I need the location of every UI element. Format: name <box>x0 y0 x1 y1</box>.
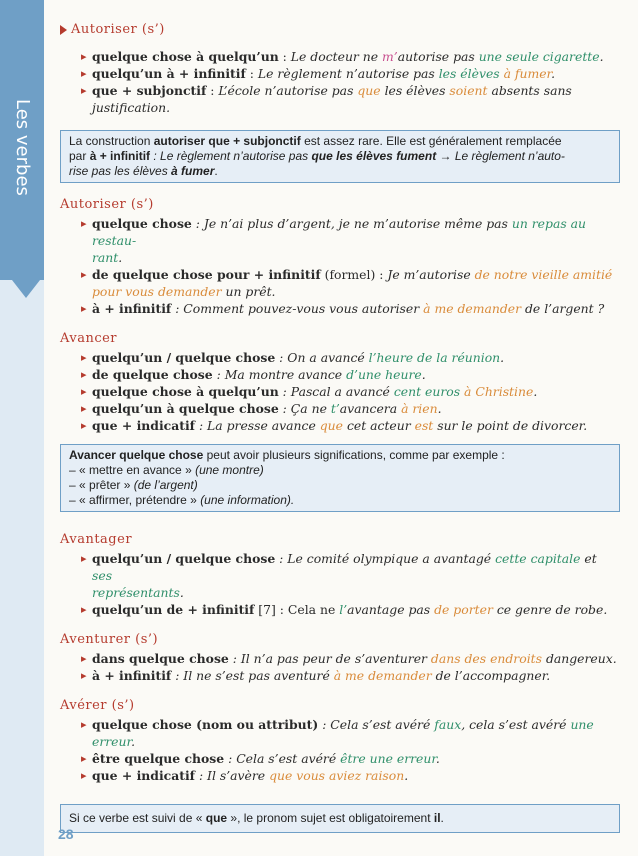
entry <box>82 767 620 784</box>
section-aventurer <box>60 630 620 684</box>
example-text: sur le point de divorcer. <box>433 418 588 433</box>
note-italic: → Le règlement n’auto- <box>436 149 565 163</box>
note-bold: à + infinitif <box>89 149 151 163</box>
entry <box>82 667 620 684</box>
entry-pattern: que + subjonctif <box>92 83 207 98</box>
note-bold-italic: à fumer <box>171 164 215 178</box>
note-italic: rise pas les élèves <box>69 164 172 178</box>
entry <box>82 48 620 65</box>
highlight: soient <box>449 83 488 98</box>
example-text: : Il ne s’est pas aventuré <box>171 668 334 683</box>
section-title: Autoriser (s’) <box>60 197 154 212</box>
entry-pattern: quelqu’un / quelque chose <box>92 551 276 566</box>
entry <box>82 300 620 317</box>
example-text: : Le comité olympique a avantagé <box>275 551 496 566</box>
highlight: de notre vieille amitié <box>474 267 613 282</box>
example-text: : Il n’a pas peur de s’aventurer <box>228 651 431 666</box>
example-text: Le docteur ne <box>290 49 383 64</box>
example-text: . <box>404 768 409 783</box>
example-text: : On a avancé <box>275 350 369 365</box>
entry-pattern: de quelque chose pour + infinitif <box>92 267 321 282</box>
entry-pattern: à + infinitif <box>92 301 172 316</box>
entry <box>82 601 620 618</box>
highlight: dans des endroits <box>430 651 542 666</box>
page-content <box>60 20 620 833</box>
example-text: ce genre de robe. <box>492 602 608 617</box>
example-text: : Il s’avère <box>195 768 270 783</box>
example-text: dangereux. <box>542 651 617 666</box>
example-text: avantage pas <box>347 602 435 617</box>
highlight: l’heure de la réunion <box>368 350 501 365</box>
note-box <box>60 130 620 183</box>
entry <box>82 266 620 300</box>
example-text: Je m’autorise <box>387 267 475 282</box>
example-text: : Cela s’est avéré <box>318 717 435 732</box>
note-bold-italic: que les élèves fument <box>311 149 437 163</box>
example-text: autorise pas <box>397 49 479 64</box>
entry <box>82 650 620 667</box>
section-avancer <box>60 329 620 434</box>
entry <box>82 716 620 750</box>
sep: : <box>245 66 258 81</box>
highlight: pour vous demander <box>92 284 222 299</box>
example-text: : Je n’ai plus d’argent, je ne m’autorise même pas <box>191 216 512 231</box>
highlight: être une erreur <box>340 751 436 766</box>
entry-pattern: à + infinitif <box>92 668 172 683</box>
entry <box>82 383 620 400</box>
page-number: 28 <box>58 826 74 842</box>
example-text: : Pascal a avancé <box>278 384 394 399</box>
entry <box>82 82 620 116</box>
note-text: », le pronom sujet est obligatoirement <box>227 811 434 825</box>
section-title: Avérer (s’) <box>60 698 135 713</box>
example-text: de l’argent ? <box>521 301 605 316</box>
highlight: m’ <box>382 49 398 64</box>
sep: (formel) : <box>320 267 388 282</box>
highlight: une erreur <box>92 717 594 749</box>
example-text: . <box>437 401 442 416</box>
highlight: de porter <box>434 602 493 617</box>
note-bold: autoriser que + subjonctif <box>153 134 301 148</box>
highlight: que vous aviez raison <box>269 768 405 783</box>
example-text: : Cela s’est avéré <box>224 751 341 766</box>
note-italic: (une information). <box>200 493 295 507</box>
entry <box>82 349 620 366</box>
entry-pattern: quelque chose à quelqu’un <box>92 384 279 399</box>
highlight: cette capitale <box>495 551 581 566</box>
section-avantager <box>60 530 620 618</box>
sidebar-label: Les verbes <box>12 98 33 196</box>
example-text: absents sans justification. <box>92 83 572 115</box>
highlight: les élèves <box>438 66 504 81</box>
example-text: L’école n’autorise pas <box>218 83 358 98</box>
entry-pattern: quelque chose <box>92 216 192 231</box>
entry <box>82 366 620 383</box>
example-text: de l’accompagner. <box>431 668 551 683</box>
highlight: une seule cigarette <box>478 49 600 64</box>
note-bold: il <box>433 811 441 825</box>
highlight: à rien <box>401 401 438 416</box>
entry <box>82 550 620 601</box>
sep: : <box>278 49 291 64</box>
highlight: à me demander <box>423 301 522 316</box>
example-text: avancera <box>339 401 402 416</box>
example-text: : Ça ne <box>278 401 331 416</box>
example-text: . <box>533 384 538 399</box>
triangle-marker-icon <box>60 25 67 35</box>
note-text: – « affirmer, prétendre » <box>69 493 201 507</box>
entry-pattern: être quelque chose <box>92 751 225 766</box>
entry <box>82 750 620 767</box>
highlight: représentants <box>92 585 180 600</box>
section-autoriser-2 <box>60 195 620 317</box>
note-italic: (de l’argent) <box>133 478 198 492</box>
example-text: les élèves <box>380 83 450 98</box>
highlight: est <box>414 418 434 433</box>
note-text: peut avoir plusieurs significations, comme par exemple : <box>203 448 505 462</box>
highlight: d’une heure <box>346 367 422 382</box>
entry-pattern: que + indicatif <box>92 768 195 783</box>
example-text: . <box>131 734 136 749</box>
example-text: et <box>580 551 597 566</box>
note-text: – « prêter » <box>69 478 134 492</box>
entry <box>82 417 620 434</box>
entry-pattern: quelqu’un à quelque chose <box>92 401 279 416</box>
entry-pattern: quelque chose à quelqu’un <box>92 49 279 64</box>
example-text: . <box>179 585 184 600</box>
highlight: rant <box>92 250 119 265</box>
example-text: cet acteur <box>343 418 415 433</box>
note-italic: : Le règlement n’autorise pas <box>150 149 312 163</box>
example-text: . <box>435 751 440 766</box>
example-text: : Ma montre avance <box>212 367 347 382</box>
highlight: l’ <box>339 602 348 617</box>
highlight: ses <box>92 568 113 583</box>
entry-pattern: que + indicatif <box>92 418 195 433</box>
note-italic: (une montre) <box>195 463 264 477</box>
highlight: faux <box>434 717 462 732</box>
highlight: t’ <box>330 401 340 416</box>
section-title: Avancer <box>60 331 118 346</box>
entry <box>82 400 620 417</box>
note-text: . <box>214 164 218 178</box>
sep: [7] : Cela ne <box>254 602 340 617</box>
section-title: Avantager <box>60 532 133 547</box>
example-text: . <box>551 66 556 81</box>
note-box <box>60 804 620 833</box>
example-text: . <box>599 49 604 64</box>
example-text: un prêt. <box>221 284 276 299</box>
section-title: Aventurer (s’) <box>60 632 159 647</box>
highlight: à me demander <box>333 668 432 683</box>
note-bold: Avancer quelque chose <box>69 448 204 462</box>
entry-pattern: de quelque chose <box>92 367 213 382</box>
note-text: . <box>440 811 444 825</box>
note-text: par <box>69 149 90 163</box>
entry-pattern: dans quelque chose <box>92 651 229 666</box>
entry <box>82 215 620 266</box>
example-text: , cela s’est avéré <box>461 717 571 732</box>
entry-pattern: quelque chose (nom ou attribut) <box>92 717 319 732</box>
highlight: que <box>357 83 381 98</box>
note-text: est assez rare. Elle est généralement remplacée <box>300 134 562 148</box>
example-text: . <box>421 367 426 382</box>
section-title: Autoriser (s’) <box>71 22 165 37</box>
highlight: que <box>319 418 343 433</box>
example-text: Le règlement n’autorise pas <box>257 66 439 81</box>
sidebar-arrow-icon <box>12 280 40 298</box>
entry-pattern: quelqu’un / quelque chose <box>92 350 276 365</box>
sep: : <box>206 83 219 98</box>
note-text: La construction <box>69 134 154 148</box>
entry-pattern: quelqu’un de + infinitif <box>92 602 255 617</box>
note-box <box>60 444 620 512</box>
example-text: . <box>500 350 505 365</box>
note-bold: que <box>205 811 228 825</box>
highlight: à fumer <box>503 66 552 81</box>
note-text: Si ce verbe est suivi de « <box>69 811 206 825</box>
highlight: cent euros <box>393 384 465 399</box>
highlight: à Christine <box>464 384 534 399</box>
section-header-autoriser-1 <box>60 20 620 40</box>
example-text: : Comment pouvez-vous vous autoriser <box>171 301 424 316</box>
entry-pattern: quelqu’un à + infinitif <box>92 66 246 81</box>
example-text: . <box>118 250 123 265</box>
highlight: un repas au restau- <box>92 216 586 248</box>
example-text: : La presse avance <box>195 418 320 433</box>
entry <box>82 65 620 82</box>
note-text: – « mettre en avance » <box>69 463 196 477</box>
section-averer <box>60 696 620 784</box>
